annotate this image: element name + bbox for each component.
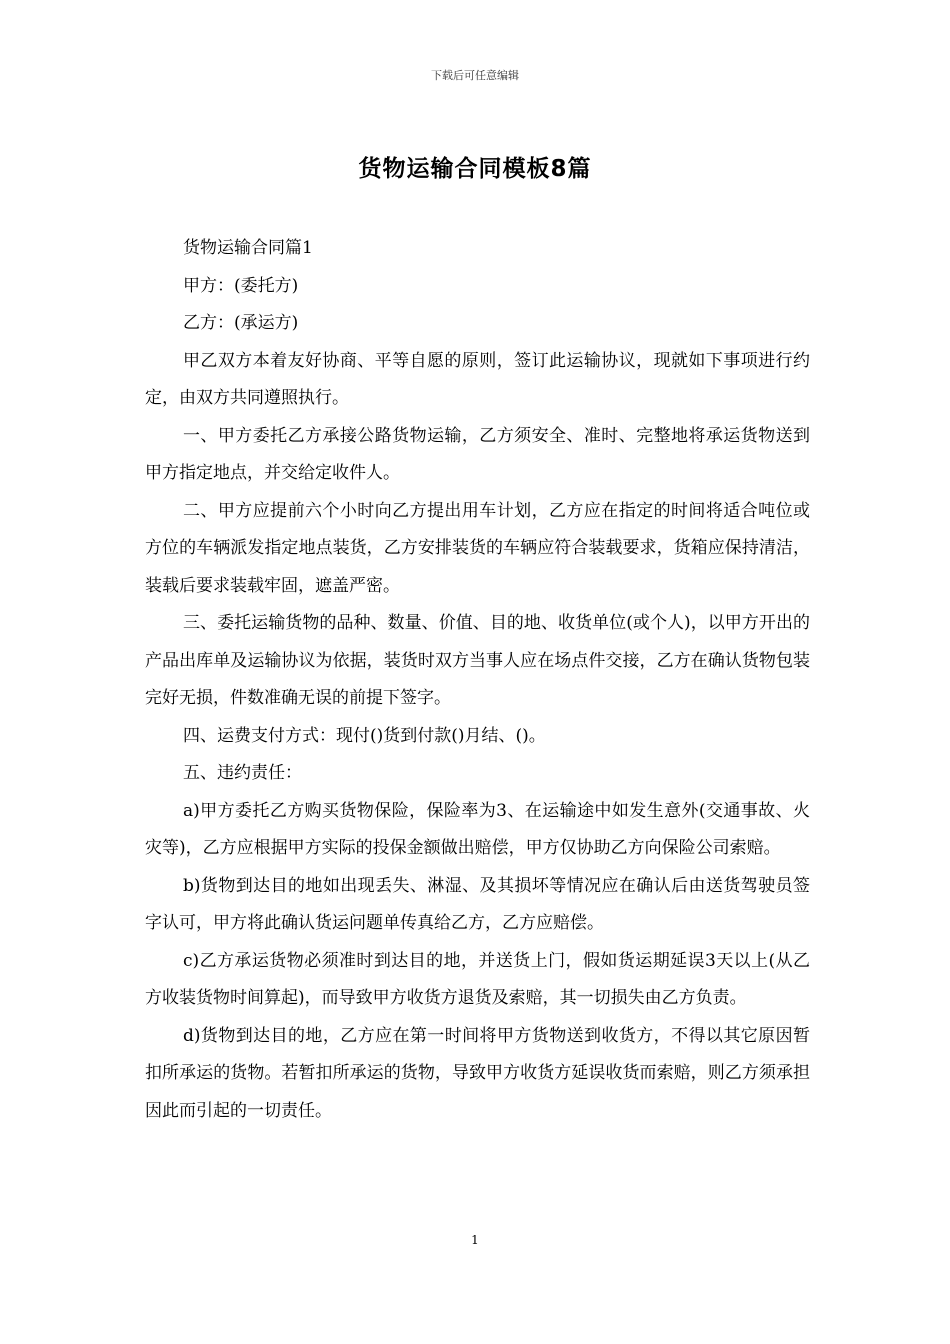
clause-5c: c)乙方承运货物必须准时到达目的地，并送货上门，假如货运期延误3天以上(从乙方收装货物时间算起)，而导致甲方收货方退货及索赔，其一切损失由乙方负责。 <box>145 950 810 1008</box>
document-body <box>145 230 810 1130</box>
clause-5-heading: 五、违约责任： <box>183 763 302 783</box>
section-heading: 货物运输合同篇1 <box>183 238 313 258</box>
clause-2: 二、甲方应提前六个小时向乙方提出用车计划，乙方应在指定的时间将适合吨位或方位的车辆派发指定地点装货，乙方安排装货的车辆应符合装载要求，货箱应保持清洁，装载后要求装载牢固，遮盖严密。 <box>145 500 810 596</box>
header-note: 下载后可任意编辑 <box>431 69 519 82</box>
clause-3: 三、委托运输货物的品种、数量、价值、目的地、收货单位(或个人)，以甲方开出的产品出库单及运输协议为依据，装货时双方当事人应在场点件交接，乙方在确认货物包装完好无损，件数准确无误的前提下签字。 <box>145 613 810 708</box>
party-b-line: 乙方：(承运方) <box>183 313 299 333</box>
preamble-paragraph: 甲乙双方本着友好协商、平等自愿的原则，签订此运输协议，现就如下事项进行约定，由双方共同遵照执行。 <box>145 350 810 408</box>
clause-5d: d)货物到达目的地，乙方应在第一时间将甲方货物送到收货方，不得以其它原因暂扣所承运的货物。若暂扣所承运的货物，导致甲方收货方延误收货而索赔，则乙方须承担因此而引起的一切责任。 <box>145 1025 810 1121</box>
page-number: 1 <box>471 1233 479 1247</box>
clause-4: 四、运费支付方式：现付()货到付款()月结、()。 <box>183 725 546 746</box>
clause-5b: b)货物到达目的地如出现丢失、淋湿、及其损坏等情况应在确认后由送货驾驶员签字认可，甲方将此确认货运问题单传真给乙方，乙方应赔偿。 <box>145 875 810 933</box>
party-a-line: 甲方：(委托方) <box>183 275 299 296</box>
document-title: 货物运输合同模板8篇 <box>358 156 592 182</box>
clause-5a: a)甲方委托乙方购买货物保险，保险率为3、在运输途中如发生意外(交通事故、火灾等)，乙方应根据甲方实际的投保金额做出赔偿，甲方仅协助乙方向保险公司索赔。 <box>145 800 810 858</box>
clause-1: 一、甲方委托乙方承接公路货物运输，乙方须安全、准时、完整地将承运货物送到甲方指定地点，并交给定收件人。 <box>145 425 810 483</box>
